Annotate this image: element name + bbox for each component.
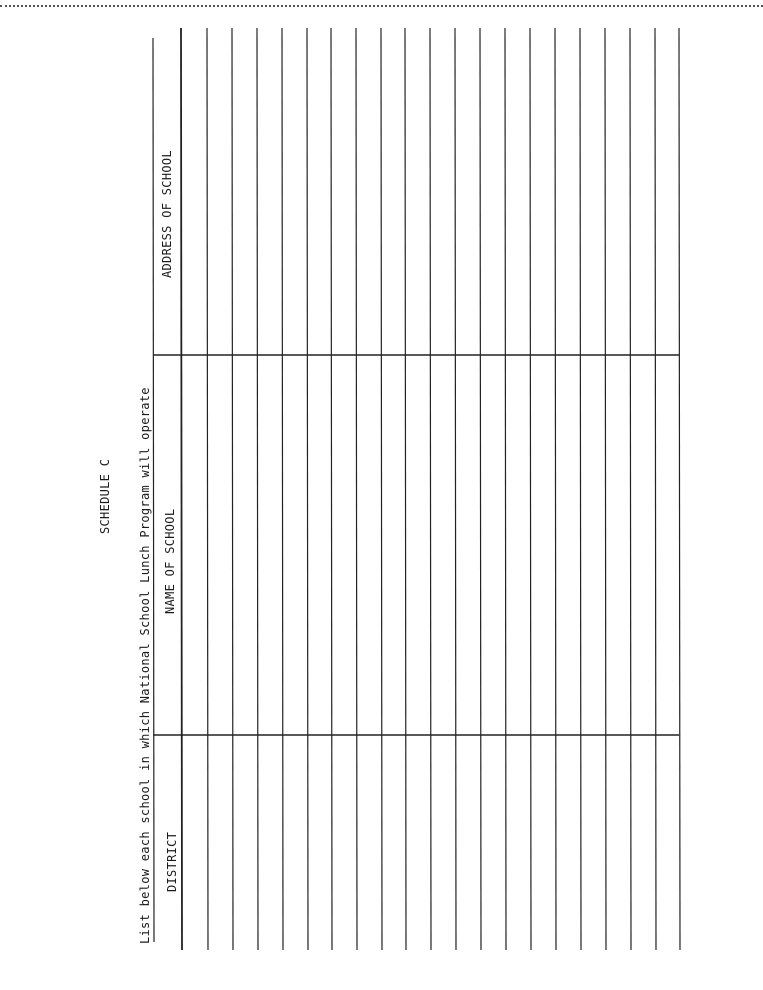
row-rule-13 bbox=[480, 28, 481, 950]
schedule-title: SCHEDULE C bbox=[98, 458, 112, 534]
row-rule-5 bbox=[282, 28, 283, 950]
row-rule-19 bbox=[630, 28, 631, 950]
row-rule-21 bbox=[679, 28, 680, 950]
row-rule-4 bbox=[257, 28, 258, 950]
row-rule-14 bbox=[505, 28, 506, 950]
column-header-district: DISTRICT bbox=[165, 831, 179, 892]
column-header-address-of-school: ADDRESS OF SCHOOL bbox=[160, 150, 174, 278]
row-rule-3 bbox=[232, 28, 233, 950]
row-rule-17 bbox=[580, 28, 581, 950]
row-rule-12 bbox=[455, 28, 456, 950]
row-rule-16 bbox=[555, 28, 556, 950]
row-rule-0 bbox=[153, 38, 154, 942]
row-rule-6 bbox=[307, 28, 308, 950]
row-rule-11 bbox=[430, 28, 431, 950]
row-rule-8 bbox=[356, 28, 357, 950]
row-rule-1 bbox=[181, 28, 182, 950]
row-rule-10 bbox=[405, 28, 406, 950]
row-rule-18 bbox=[605, 28, 606, 950]
row-rule-9 bbox=[381, 28, 382, 950]
column-header-name-of-school: NAME OF SCHOOL bbox=[163, 508, 177, 614]
row-rule-20 bbox=[655, 28, 656, 950]
row-rule-2 bbox=[207, 28, 208, 950]
row-rule-15 bbox=[530, 28, 531, 950]
instruction-text: List below each school in which National School Lunch Program will operate bbox=[138, 387, 152, 944]
row-rule-7 bbox=[331, 28, 332, 950]
